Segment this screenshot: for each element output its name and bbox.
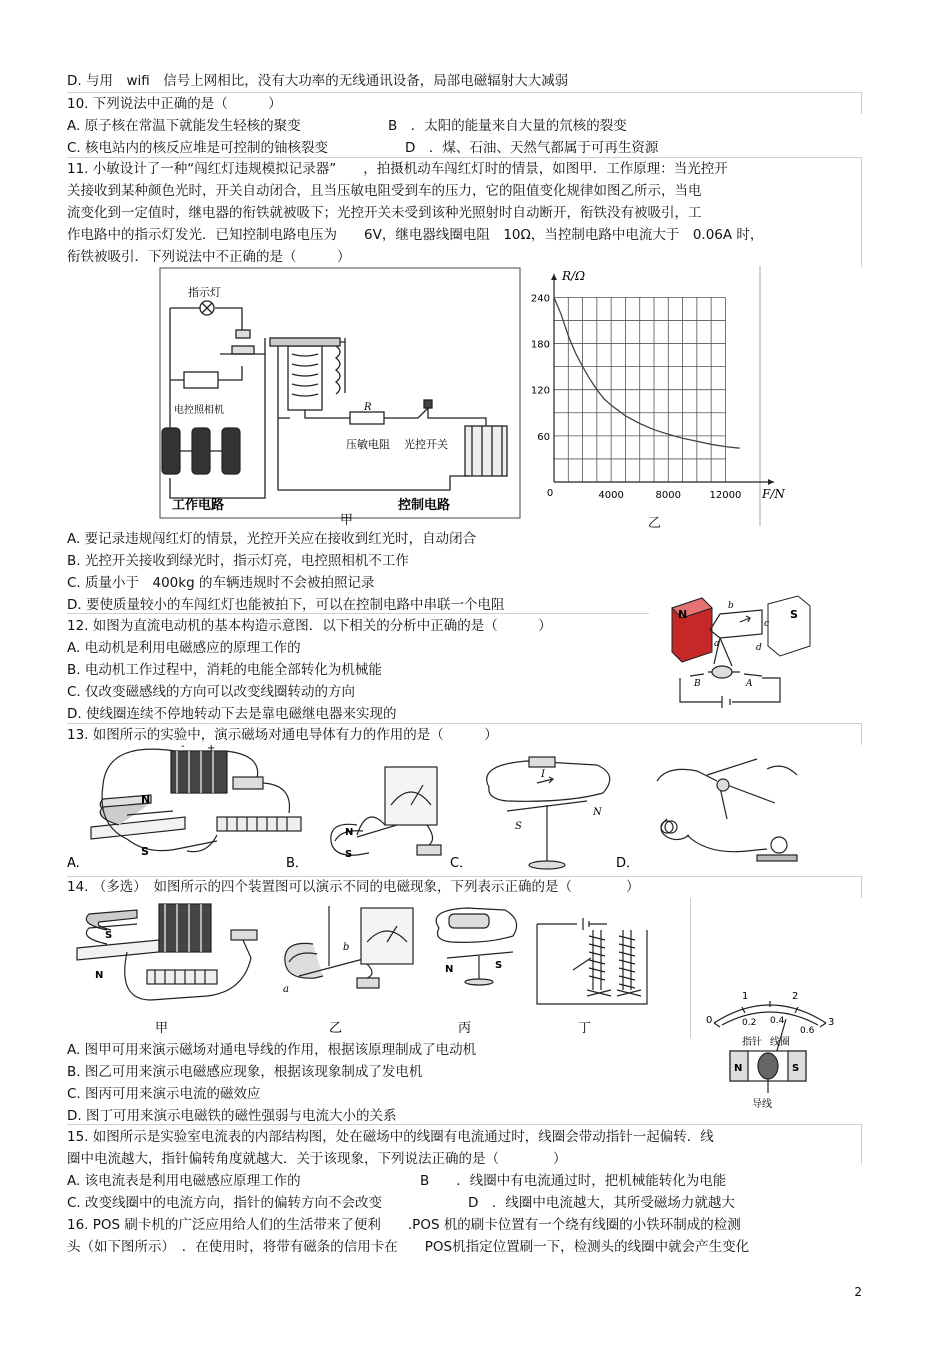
chart-origin-label: 0 xyxy=(546,488,554,499)
caption-ding-14: 丁 xyxy=(578,1021,592,1036)
jia-label-s: S xyxy=(105,930,113,941)
q11-stem-2: 关接收到某种颜色光时，开关自动闭合，且当压敏电阻受到车的压力，它的阻值变化规律如图乙所示，当电 xyxy=(67,183,702,199)
label-control-circuit: 控制电路 xyxy=(398,498,451,513)
q16-stem-1: 16. POS 刷卡机的广泛应用给人们的生活带来了便利 .POS 机的刷卡位置有一个绕有线圈的小铁环制成的检测 xyxy=(67,1217,741,1233)
q11-circuit-figure xyxy=(160,268,520,530)
q13-figures xyxy=(67,741,862,875)
q13-stem: 13. 如图所示的实验中，演示磁场对通电导体有力的作用的是（ ） xyxy=(67,727,498,743)
x-tick-label: 4000 xyxy=(598,490,624,501)
bing-label-s: S xyxy=(495,960,503,971)
a-label-minus: - xyxy=(181,741,185,752)
label-wire: 导线 xyxy=(752,1099,772,1110)
label-pressure-resistor: 压敏电阻 xyxy=(346,438,390,451)
label-a: a xyxy=(714,639,720,649)
a-label-s: S xyxy=(141,845,149,858)
label-brush-b: B xyxy=(694,679,701,689)
q14-option-c: C. 图丙可用来演示电流的磁效应 xyxy=(67,1086,261,1102)
q11-option-c: C. 质量小于 400kg 的车辆违规时不会被拍照记录 xyxy=(67,575,375,591)
c-label-n: N xyxy=(593,807,602,818)
c-label-s: S xyxy=(515,821,522,832)
divider xyxy=(861,157,862,267)
label-camera: 电控照相机 xyxy=(174,405,224,416)
b-label-s: S xyxy=(345,849,353,860)
scale-0: 0 xyxy=(706,1015,713,1026)
divider xyxy=(861,723,862,745)
q15-ammeter-figure xyxy=(692,985,842,1110)
q15-option-b: B ．线圈中有电流通过时，把机械能转化为电能 xyxy=(420,1173,727,1189)
q14-stem: 14. （多选） 如图所示的四个装置图可以演示不同的电磁现象，下列表示正确的是（ ） xyxy=(67,879,640,895)
caption-yi-14: 乙 xyxy=(329,1021,343,1036)
q15-stem-1: 15. 如图所示是实验室电流表的内部结构图，处在磁场中的线圈有电流通过时，线圈会带动指针一起偏转．线 xyxy=(67,1129,714,1145)
q10-option-b: B ．太阳的能量来自大量的氘核的裂变 xyxy=(388,118,627,134)
chart-x-label: F/N xyxy=(762,487,785,501)
y-tick-label: 60 xyxy=(537,431,550,443)
label-resistor-r: R xyxy=(364,402,372,413)
divider xyxy=(861,876,862,898)
q13-option-c: C． xyxy=(450,856,473,871)
scale-1: 1 xyxy=(742,991,749,1002)
q12-option-d: D. 使线圈连续不停地转动下去是靠电磁继电器来实现的 xyxy=(67,706,397,722)
label-brush-a: A xyxy=(746,679,753,689)
resistance-curve xyxy=(554,297,740,448)
q11-stem-4: 作电路中的指示灯发光．已知控制电路电压为 6V，继电器线圈电阻 10Ω，当控制电路中电流大于 0.06A 时， xyxy=(67,227,764,243)
divider xyxy=(67,613,649,614)
q14-figures xyxy=(67,900,687,1040)
q13-option-a: A. xyxy=(67,856,80,871)
chart-y-label: R/Ω xyxy=(562,269,586,283)
chart-axes xyxy=(551,274,774,485)
label-work-circuit: 工作电路 xyxy=(172,498,225,513)
q12-option-b: B. 电动机工作过程中，消耗的电能全部转化为机械能 xyxy=(67,662,382,678)
divider xyxy=(67,157,862,158)
q11-stem-1: 11. 小敏设计了一种“闯红灯违规模拟记录器” ，拍摄机动车闯红灯时的情景，如图甲．工作原理：当光控开 xyxy=(67,161,728,177)
y-tick-label: 180 xyxy=(530,339,550,351)
label-n: N xyxy=(678,608,688,621)
q9-option-d: D. 与用 wifi 信号上网相比，没有大功率的无线通讯设备，局部电磁辐射大大减弱 xyxy=(67,73,569,89)
scale-0-4: 0.4 xyxy=(770,1016,785,1026)
q12-option-a: A. 电动机是利用电磁感应的原理工作的 xyxy=(67,640,301,656)
q15-option-a: A. 该电流表是利用电磁感应原理工作的 xyxy=(67,1173,301,1189)
b-label-n: N xyxy=(345,827,354,838)
q16-stem-2: 头（如下图所示） ．在使用时，将带有磁条的信用卡在 POS机指定位置刷一下，检测头的线圈中就会产生变化 xyxy=(67,1239,750,1255)
x-tick-label: 12000 xyxy=(709,490,742,501)
q11-option-a: A. 要记录违规闯红灯的情景，光控开关应在接收到红光时，自动闭合 xyxy=(67,531,477,547)
yi-label-b: b xyxy=(343,942,350,953)
label-c: c xyxy=(764,619,770,629)
label-s: S xyxy=(790,608,798,621)
q15-option-d: D ．线圈中电流越大，其所受磁场力就越大 xyxy=(468,1195,735,1211)
label-pointer: 指针 xyxy=(742,1037,762,1048)
x-axis-arrow xyxy=(768,479,774,485)
label-coil: 线圈 xyxy=(770,1037,790,1048)
x-tick-label: 8000 xyxy=(655,490,682,501)
q10-option-a: A. 原子核在常温下就能发生轻核的聚变 xyxy=(67,118,301,134)
c-label-current: I xyxy=(541,769,545,780)
caption-jia-14: 甲 xyxy=(155,1021,169,1036)
q11-stem-5: 衔铁被吸引．下列说法中不正确的是（ ） xyxy=(67,249,351,265)
q11-stem-3: 流变化到一定值时，继电器的衔铁就被吸下；光控开关未受到该种光照射时自动断开，衔铁没有被吸引，工 xyxy=(67,205,702,221)
label-d: d xyxy=(756,643,762,653)
caption-jia: 甲 xyxy=(340,513,354,528)
q10-stem: 10. 下列说法中正确的是（ ） xyxy=(67,96,282,112)
divider xyxy=(861,1124,862,1164)
a-label-n: N xyxy=(141,793,151,806)
q11-option-b: B. 光控开关接收到绿光时，指示灯亮，电控照相机不工作 xyxy=(67,553,409,569)
divider xyxy=(67,1124,862,1125)
a-label-plus: + xyxy=(207,743,216,754)
q12-motor-figure xyxy=(650,594,820,714)
divider xyxy=(861,92,862,114)
q10-option-c: C. 核电站内的核反应堆是可控制的铀核裂变 xyxy=(67,140,329,156)
divider xyxy=(690,898,691,1038)
label-n-15: N xyxy=(734,1063,743,1074)
q13-option-d: D． xyxy=(616,856,640,871)
label-s-15: S xyxy=(792,1063,800,1074)
caption-yi: 乙 xyxy=(648,516,662,531)
label-indicator-lamp: 指示灯 xyxy=(188,286,221,299)
q11-resistance-chart xyxy=(520,266,785,528)
q11-option-d: D. 要使质量较小的车闯红灯也能被拍下，可以在控制电路中串联一个电阻 xyxy=(67,597,505,613)
label-b: b xyxy=(728,601,734,611)
q12-stem: 12. 如图为直流电动机的基本构造示意图．以下相关的分析中正确的是（ ） xyxy=(67,618,552,634)
scale-0-2: 0.2 xyxy=(742,1018,757,1028)
y-tick-label: 120 xyxy=(530,385,550,397)
y-axis-arrow xyxy=(551,274,557,280)
q10-option-d: D ．煤、石油、天然气都属于可再生资源 xyxy=(405,140,659,156)
q14-option-a: A. 图甲可用来演示磁场对通电导线的作用，根据该原理制成了电动机 xyxy=(67,1042,477,1058)
q12-option-c: C. 仅改变磁感线的方向可以改变线圈转动的方向 xyxy=(67,684,356,700)
scale-3: 3 xyxy=(828,1017,835,1028)
divider xyxy=(67,876,862,877)
scale-0-6: 0.6 xyxy=(800,1026,815,1036)
label-light-switch: 光控开关 xyxy=(404,438,448,451)
q14-option-b: B. 图乙可用来演示电磁感应现象，根据该现象制成了发电机 xyxy=(67,1064,423,1080)
scale-2: 2 xyxy=(792,991,799,1002)
jia-label-n: N xyxy=(95,970,104,981)
bing-label-n: N xyxy=(445,964,454,975)
q15-stem-2: 圈中电流越大，指针偏转角度就越大．关于该现象，下列说法正确的是（ ） xyxy=(67,1151,567,1167)
q13-option-b: B． xyxy=(286,856,308,871)
divider xyxy=(67,92,862,93)
y-tick-label: 240 xyxy=(530,293,550,305)
divider xyxy=(67,723,862,724)
yi-label-a: a xyxy=(283,984,289,995)
caption-bing-14: 丙 xyxy=(458,1021,472,1036)
q14-option-d: D. 图丁可用来演示电磁铁的磁性强弱与电流大小的关系 xyxy=(67,1108,397,1124)
chart-grid xyxy=(554,297,725,482)
q15-option-c: C. 改变线圈中的电流方向，指针的偏转方向不会改变 xyxy=(67,1195,383,1211)
page-number: 2 xyxy=(854,1285,862,1299)
